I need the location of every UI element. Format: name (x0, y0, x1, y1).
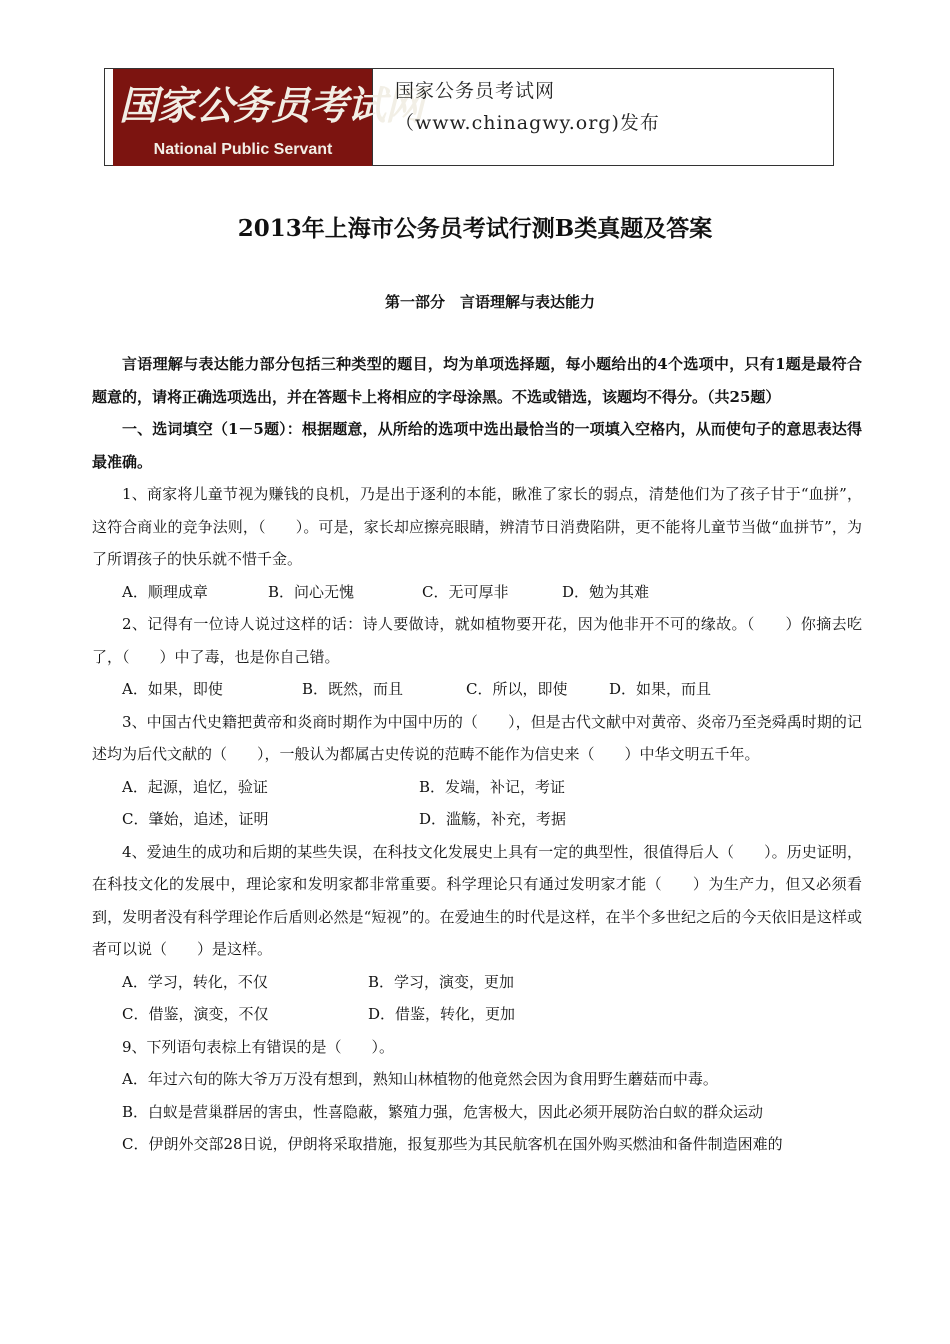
site-logo (113, 69, 424, 166)
section-instruction: 一、选词填空（1－5题）：根据题意，从所给的选项中选出最恰当的一项填入空格内，从而使句子的意思表达得最准确。 (92, 420, 862, 471)
page-title: 2013年上海市公务员考试行测B类真题及答案 (237, 215, 713, 242)
option-b: B．发端，补记，考证 (419, 777, 566, 796)
logo-chinese-text: 国家公务员考试网 (119, 83, 424, 129)
option-b: B．学习，演变，更加 (368, 972, 515, 991)
publisher-url: （www.chinagwy.org)发布 (395, 112, 660, 134)
question-3: 3、中国古代史籍把黄帝和炎商时期作为中国中历的（ ），但是古代文献中对黄帝、炎帝乃至尧舜禹时期的记述均为后代文献的（ ），一般认为都属古史传说的范畴不能作为信史来（ ）中华文明五千年。 (92, 712, 862, 763)
document-body (92, 348, 862, 1161)
question-9-option-a: A．年过六旬的陈大爷万万没有想到，熟知山林植物的他竟然会因为食用野生蘑菇而中毒。 (122, 1070, 718, 1088)
option-c: C．肇始，追述，证明 (122, 810, 269, 828)
option-a: A．起源，追忆，验证 (122, 777, 268, 796)
option-c: C．所以，即使 (466, 680, 568, 698)
question-1: 1、商家将儿童节视为赚钱的良机，乃是出于逐利的本能，瞅准了家长的弱点，清楚他们为了孩子甘于“血拼”，这符合商业的竞争法则，（ ）。可是，家长却应擦亮眼睛，辨清节日消费陷阱，更不能将儿童节当做“血拼节”，为了所谓孩子的快乐就不惜千金。 (92, 485, 862, 568)
header-box (104, 68, 834, 166)
intro-paragraph: 言语理解与表达能力部分包括三种类型的题目，均为单项选择题，每小题给出的4个选项中，只有1题是最符合题意的，请将正确选项选出，并在答题卡上将相应的字母涂黑。不选或错选，该题均不得分。（共25题） (92, 355, 862, 406)
option-d: D．如果，而且 (609, 680, 712, 698)
question-3-options-row1 (92, 771, 862, 804)
question-1-options (92, 576, 862, 609)
option-d: D．借鉴，转化，更加 (368, 1005, 516, 1023)
question-4: 4、爱迪生的成功和后期的某些失误，在科技文化发展史上具有一定的典型性，很值得后人（ ）。历史证明，在科技文化的发展中，理论家和发明家都非常重要。科学理论只有通过发明家才能（ ）为生产力，但又必须看到，发明者没有科学理论作后盾则必然是“短视”的。在爱迪生的时代是这样，在半个多世纪之后的今天依旧是这样或者可以说（ ）是这样。 (92, 842, 862, 958)
question-9-option-b: B．白蚁是营巢群居的害虫，性喜隐蔽，繁殖力强，危害极大，因此必须开展防治白蚁的群众运动 (122, 1102, 764, 1121)
option-c: C．无可厚非 (422, 582, 509, 601)
part-title: 第一部分 言语理解与表达能力 (384, 293, 595, 311)
question-3-options-row2 (92, 803, 862, 836)
publisher-info (395, 75, 825, 139)
option-a: A．顺理成章 (122, 582, 208, 601)
question-9: 9、下列语句表棕上有错误的是（ ）。 (122, 1037, 395, 1056)
question-2-options (92, 673, 862, 706)
question-4-options-row1 (92, 966, 862, 999)
option-d: D．勉为其难 (562, 582, 650, 601)
option-a: A．如果，即使 (122, 680, 223, 698)
logo-english-text: National Public Servant (153, 141, 333, 158)
option-b: B．既然，而且 (302, 680, 404, 698)
option-c: C．借鉴，演变，不仅 (122, 1005, 269, 1023)
publisher-name: 国家公务员考试网 (395, 80, 556, 102)
option-a: A．学习，转化，不仅 (122, 972, 268, 991)
question-2: 2、记得有一位诗人说过这样的话：诗人要做诗，就如植物要开花，因为他非开不可的缘故。（ ）你摘去吃了，（ ）中了毒，也是你自己错。 (92, 615, 862, 666)
question-4-options-row2 (92, 998, 862, 1031)
option-d: D．滥觞，补充，考据 (419, 810, 567, 828)
option-b: B．问心无愧 (268, 582, 355, 601)
question-9-option-c: C．伊朗外交部28日说，伊朗将采取措施，报复那些为其民航客机在国外购买燃油和备件制造困难的 (122, 1135, 783, 1153)
